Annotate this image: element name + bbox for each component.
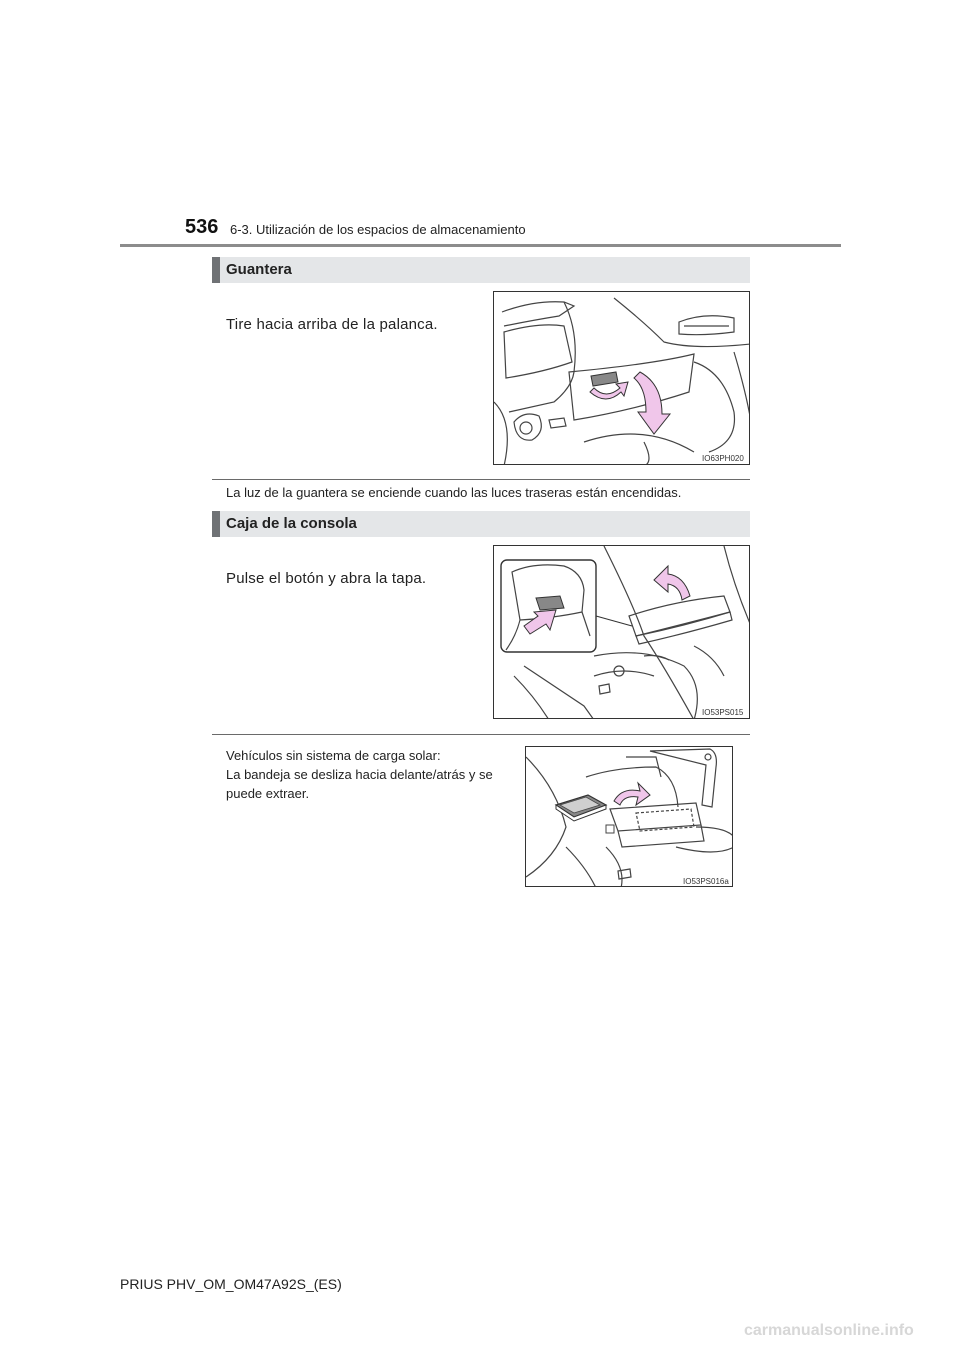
section-title: Caja de la consola bbox=[226, 515, 357, 532]
divider bbox=[212, 734, 750, 735]
note-line: La bandeja se desliza hacia delante/atrás y se bbox=[226, 767, 493, 782]
glovebox-illustration bbox=[493, 291, 750, 465]
figure-code: IO53PS015 bbox=[702, 708, 744, 717]
tray-illustration bbox=[525, 746, 733, 887]
instruction-consola: Pulse el botón y abra la tapa. bbox=[226, 570, 427, 587]
glovebox-drawing bbox=[494, 292, 750, 465]
instruction-guantera: Tire hacia arriba de la palanca. bbox=[226, 316, 438, 333]
watermark: carmanualsonline.info bbox=[744, 1322, 914, 1339]
page-number: 536 bbox=[185, 216, 219, 238]
section-heading-consola bbox=[212, 511, 750, 537]
tray-drawing bbox=[526, 747, 733, 887]
section-title: Guantera bbox=[226, 261, 292, 278]
chapter-title: 6-3. Utilización de los espacios de almacenamiento bbox=[230, 222, 526, 237]
note-glovebox-light: La luz de la guantera se enciende cuando las luces traseras están encendidas. bbox=[226, 485, 682, 500]
figure-code: IO53PS016a bbox=[683, 877, 729, 886]
divider bbox=[212, 479, 750, 480]
header-divider bbox=[120, 244, 841, 247]
note-tray bbox=[226, 746, 493, 803]
section-heading-guantera bbox=[212, 257, 750, 283]
console-box-illustration bbox=[493, 545, 750, 719]
console-box-drawing bbox=[494, 546, 750, 719]
note-line: Vehículos sin sistema de carga solar: bbox=[226, 748, 441, 763]
note-line: puede extraer. bbox=[226, 786, 310, 801]
figure-code: IO63PH020 bbox=[702, 454, 744, 463]
document-footer: PRIUS PHV_OM_OM47A92S_(ES) bbox=[120, 1276, 342, 1292]
